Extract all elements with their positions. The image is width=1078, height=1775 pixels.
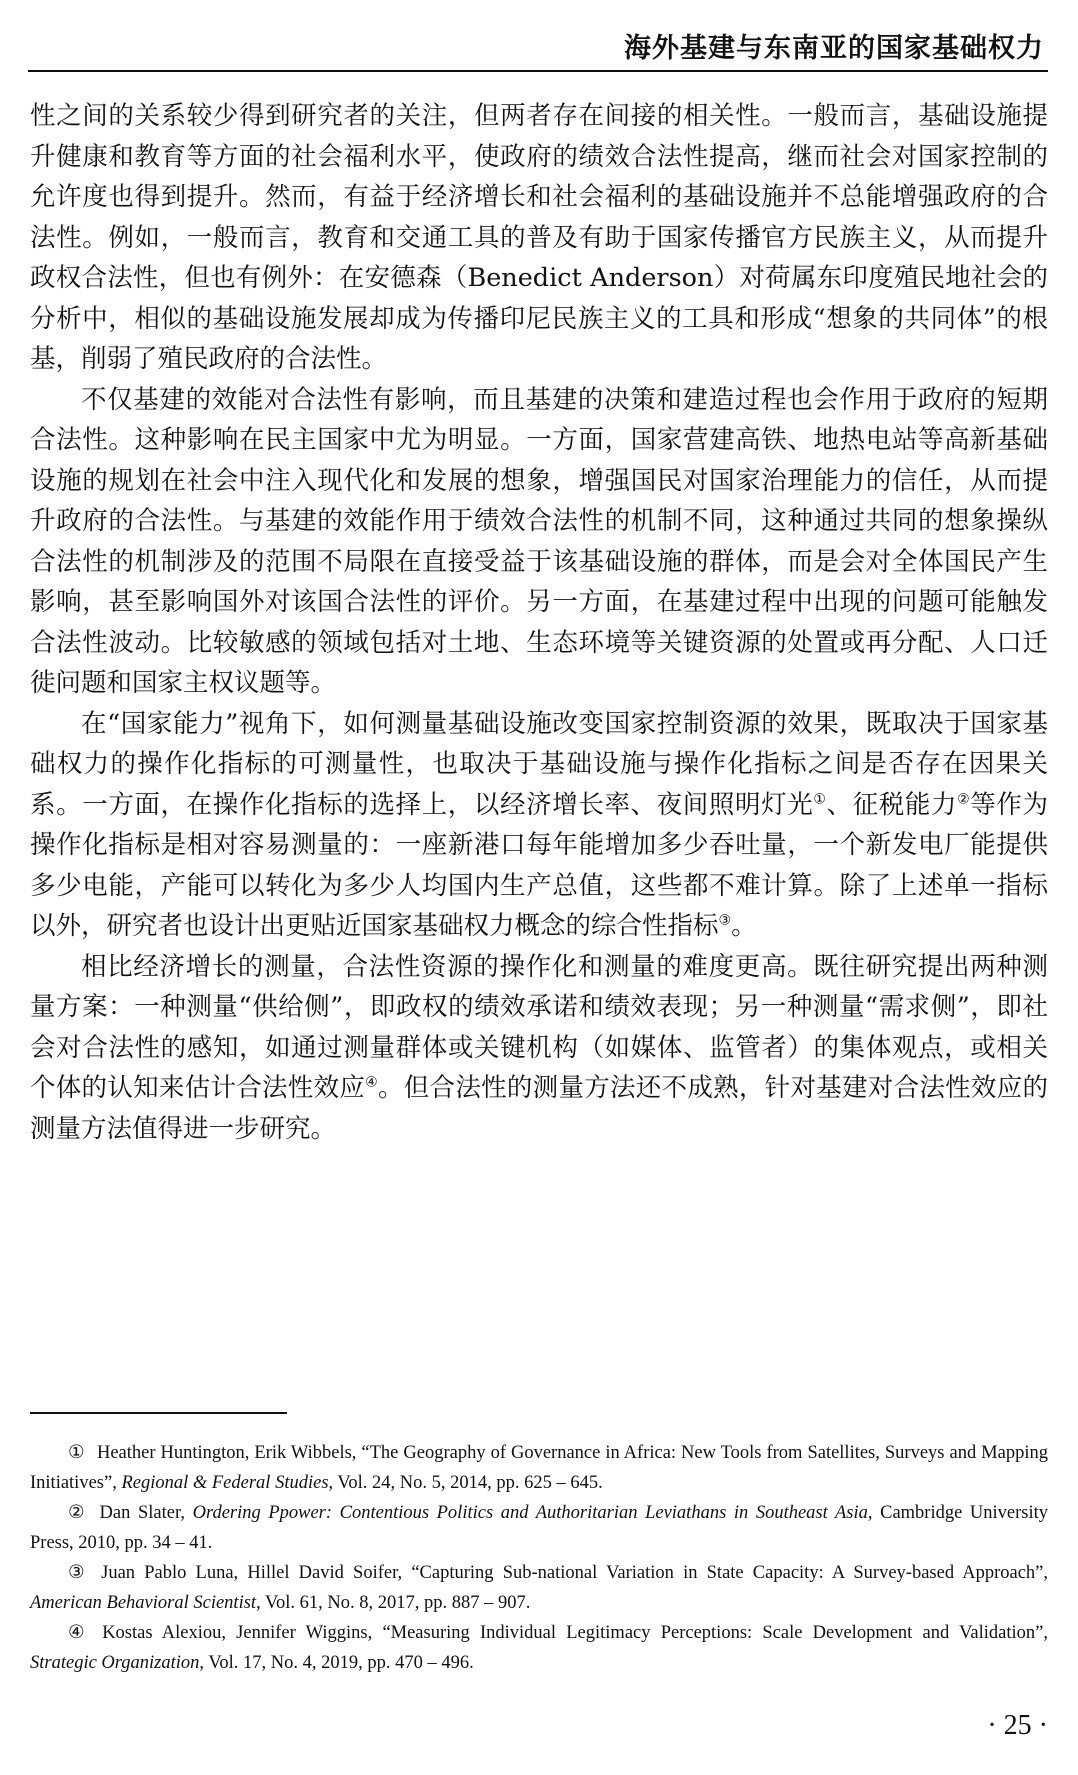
footnote-title: “The Geography of Governance in Africa: New Tools from Satellites, Surveys and Mapping Initiatives” — [30, 1443, 1048, 1493]
paragraph-text: 等作为操作化指标是相对容易测量的：一座新港口每年能增加多少吞吐量，一个新发电厂能提供多少电能，产能可以转化为多少人均国内生产总值，这些都不难计算。除了上述单一指标以外，研究者也设计出更贴近国家基础权力概念的综合性指标 — [30, 789, 1048, 941]
body-text — [30, 96, 1048, 1149]
footnote-journal: American Behavioral Scientist — [30, 1593, 257, 1613]
paragraph-continued: 性之间的关系较少得到研究者的关注，但两者存在间接的相关性。一般而言，基础设施提升健康和教育等方面的社会福利水平，使政府的绩效合法性提高，继而社会对国家控制的允许度也得到提升。然而，有益于经济增长和社会福利的基础设施并不总能增强政府的合法性。例如，一般而言，教育和交通工具的普及有助于国家传播官方民族主义，从而提升政权合法性，但也有例外：在安德森（Benedict Anderson）对荷属东印度殖民地社会的分析中，相似的基础设施发展却成为传播印尼民族主义的工具和形成“想象的共同体”的根基，削弱了殖民政府的合法性。 — [30, 101, 1048, 374]
footnote: ③ Juan Pablo Luna, Hillel David Soifer, “Capturing Sub-national Variation in State Capacity: A Survey-based Approach”, American Behavioral Scientist, Vol. 61, No. 8, 2017, pp. 887 – 907. — [30, 1563, 1049, 1613]
paragraph-text: 。 — [731, 911, 757, 941]
footnote-book: Ordering Ppower: Contentious Politics and Authoritarian Leviathans in Southeast Asia — [192, 1503, 868, 1523]
footnote-divider — [30, 1412, 287, 1414]
footnote-ref[interactable]: ② — [957, 791, 971, 807]
footnotes — [30, 1438, 1048, 1678]
footnote-authors: Dan Slater, — [99, 1503, 193, 1523]
paragraph-text: 在“国家能力”视角下，如何测量基础设施改变国家控制资源的效果，既取决于国家基础权力的操作化指标的可测量性，也取决于基础设施与操作化指标之间是否存在因果关系。一方面，在操作化指标的选择上，以经济增长率、夜间照明灯光 — [30, 708, 1048, 820]
footnote-marker: ① — [68, 1443, 85, 1463]
footnote-authors: Juan Pablo Luna, Hillel David Soifer, — [101, 1563, 412, 1583]
footnote: ④ Kostas Alexiou, Jennifer Wiggins, “Measuring Individual Legitimacy Perceptions: Scale Development and Validation”, Strategic Organization, Vol. 17, No. 4, 2019, pp. 470 – 496. — [30, 1623, 1048, 1673]
footnote-ref[interactable]: ① — [813, 791, 827, 807]
paragraph: 不仅基建的效能对合法性有影响，而且基建的决策和建造过程也会作用于政府的短期合法性。这种影响在民主国家中尤为明显。一方面，国家营建高铁、地热电站等高新基础设施的规划在社会中注入现代化和发展的想象，增强国民对国家治理能力的信任，从而提升政府的合法性。与基建的效能作用于绩效合法性的机制不同，这种通过共同的想象操纵合法性的机制涉及的范围不局限在直接受益于该基础设施的群体，而是会对全体国民产生影响，甚至影响国外对该国合法性的评价。另一方面，在基建过程中出现的问题可能触发合法性波动。比较敏感的领域包括对土地、生态环境等关键资源的处置或再分配、人口迁徙问题和国家主权议题等。 — [30, 384, 1048, 698]
paragraph-text: 、征税能力 — [826, 789, 958, 820]
footnote-marker: ③ — [68, 1563, 90, 1583]
footnote-journal: Regional & Federal Studies — [121, 1473, 329, 1493]
footnote: ① Heather Huntington, Erik Wibbels, “The Geography of Governance in Africa: New Tools from Satellites, Surveys and Mapping Initiatives”, Regional & Federal Studies, Vol. 24, No. 5, 2014, pp. 625 – 645. — [30, 1443, 1048, 1493]
paragraph — [30, 704, 1048, 947]
footnote-journal: Strategic Organization — [30, 1653, 200, 1673]
footnote-title: “Measuring Individual Legitimacy Perceptions: Scale Development and Validation” — [382, 1623, 1044, 1643]
footnote — [30, 1498, 1048, 1558]
footnote-details: , Vol. 61, No. 8, 2017, pp. 887 – 907. — [256, 1593, 531, 1613]
footnote-marker: ② — [68, 1503, 88, 1523]
footnote-details: , Cambridge University Press, 2010, pp. 34 – 41. — [30, 1503, 1048, 1553]
footnote-authors: Heather Huntington, Erik Wibbels, — [96, 1443, 362, 1463]
footnote-ref[interactable]: ④ — [365, 1074, 378, 1091]
paragraph-text: 相比经济增长的测量，合法性资源的操作化和测量的难度更高。既往研究提出两种测量方案：一种测量“供给侧”，即政权的绩效承诺和绩效表现；另一种测量“需求侧”，即社会对合法性的感知，如通过测量群体或关键机构（如媒体、监管者）的集体观点，或相关个体的认知来估计合法性效应 — [30, 951, 1048, 1103]
footnote-title: “Capturing Sub-national Variation in State Capacity: A Survey-based Approach” — [411, 1563, 1044, 1583]
footnote-authors: Kostas Alexiou, Jennifer Wiggins, — [102, 1623, 383, 1643]
footnote-ref[interactable]: ③ — [718, 912, 732, 929]
paragraph-text: 。但合法性的测量方法还不成熟，针对基建对合法性效应的测量方法值得进一步研究。 — [30, 1073, 1048, 1144]
footnote-details: , Vol. 24, No. 5, 2014, pp. 625 – 645. — [328, 1473, 603, 1493]
page-number: · 25 · — [987, 1710, 1048, 1741]
running-title: 海外基建与东南亚的国家基础权力 — [624, 33, 1044, 64]
footnote-details: , Vol. 17, No. 4, 2019, pp. 470 – 496. — [199, 1653, 474, 1673]
footnote-marker: ④ — [68, 1623, 91, 1643]
running-header — [28, 18, 1048, 72]
paragraph — [30, 947, 1048, 1150]
